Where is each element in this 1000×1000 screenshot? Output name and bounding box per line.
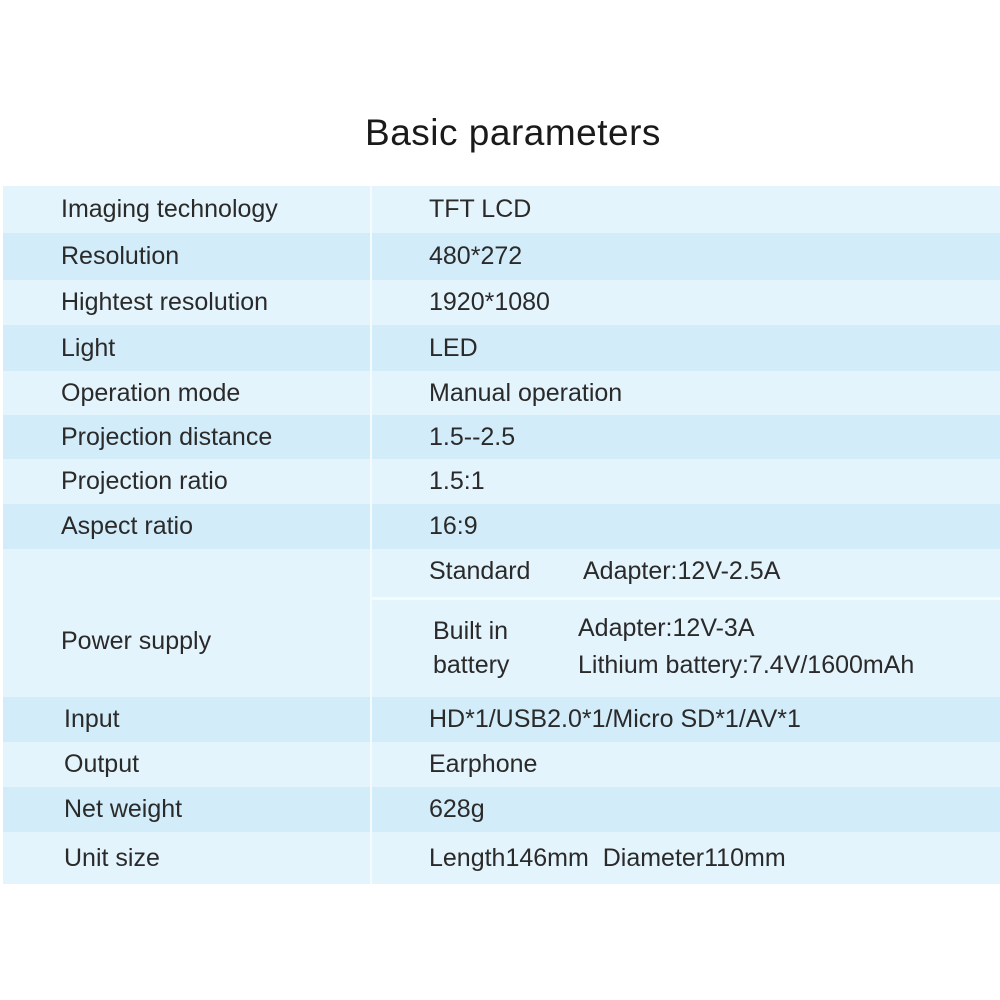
row-label: Projection ratio xyxy=(61,467,228,495)
row-value: TFT LCD xyxy=(429,195,532,223)
row-label: Hightest resolution xyxy=(61,288,269,316)
row-label: Output xyxy=(64,750,140,778)
row-value: 1920*1080 xyxy=(429,288,550,316)
row-label: Power supply xyxy=(61,627,212,655)
power-supply-row xyxy=(3,549,1000,697)
table-row xyxy=(3,415,1000,459)
row-label: Projection distance xyxy=(61,422,273,451)
builtin-detail-line1: Adapter:12V-3A xyxy=(578,614,755,642)
row-value: 480*272 xyxy=(429,242,523,270)
table-row xyxy=(3,504,1000,549)
power-supply-separator xyxy=(372,597,1000,600)
row-value: HD*1/USB2.0*1/Micro SD*1/AV*1 xyxy=(429,705,801,733)
row-label: Operation mode xyxy=(61,378,241,407)
table-row xyxy=(3,280,1000,325)
column-divider xyxy=(370,186,372,884)
table-row xyxy=(3,697,1000,742)
row-value: 1.5:1 xyxy=(429,467,485,495)
row-label: Aspect ratio xyxy=(61,512,194,540)
parameters-table xyxy=(3,186,1000,884)
table-row xyxy=(3,186,1000,233)
row-label: Input xyxy=(64,705,120,733)
row-value: Earphone xyxy=(429,750,538,778)
row-label: Net weight xyxy=(64,795,183,823)
row-value: LED xyxy=(429,333,478,362)
builtin-detail-line2: Lithium battery:7.4V/1600mAh xyxy=(578,651,915,679)
table-row xyxy=(3,325,1000,371)
table-row xyxy=(3,742,1000,787)
table-row xyxy=(3,459,1000,504)
row-label: Light xyxy=(61,333,116,362)
row-value: 1.5--2.5 xyxy=(429,422,516,451)
row-value: Manual operation xyxy=(429,378,623,407)
table-row xyxy=(3,787,1000,832)
row-label: Resolution xyxy=(61,242,180,270)
page-title: Basic parameters xyxy=(365,112,661,153)
row-value: Length146mm Diameter110mm xyxy=(429,843,786,872)
row-label: Unit size xyxy=(64,843,160,872)
row-value: 628g xyxy=(429,795,485,823)
row-label: Imaging technology xyxy=(61,195,278,223)
table-row xyxy=(3,233,1000,280)
standard-type: Standard xyxy=(429,557,531,585)
table-row xyxy=(3,371,1000,415)
standard-detail: Adapter:12V-2.5A xyxy=(583,557,781,585)
builtin-type-line1: Built in xyxy=(433,617,509,645)
table-row xyxy=(3,832,1000,884)
row-value: 16:9 xyxy=(429,512,478,540)
builtin-type-line2: battery xyxy=(433,651,510,679)
